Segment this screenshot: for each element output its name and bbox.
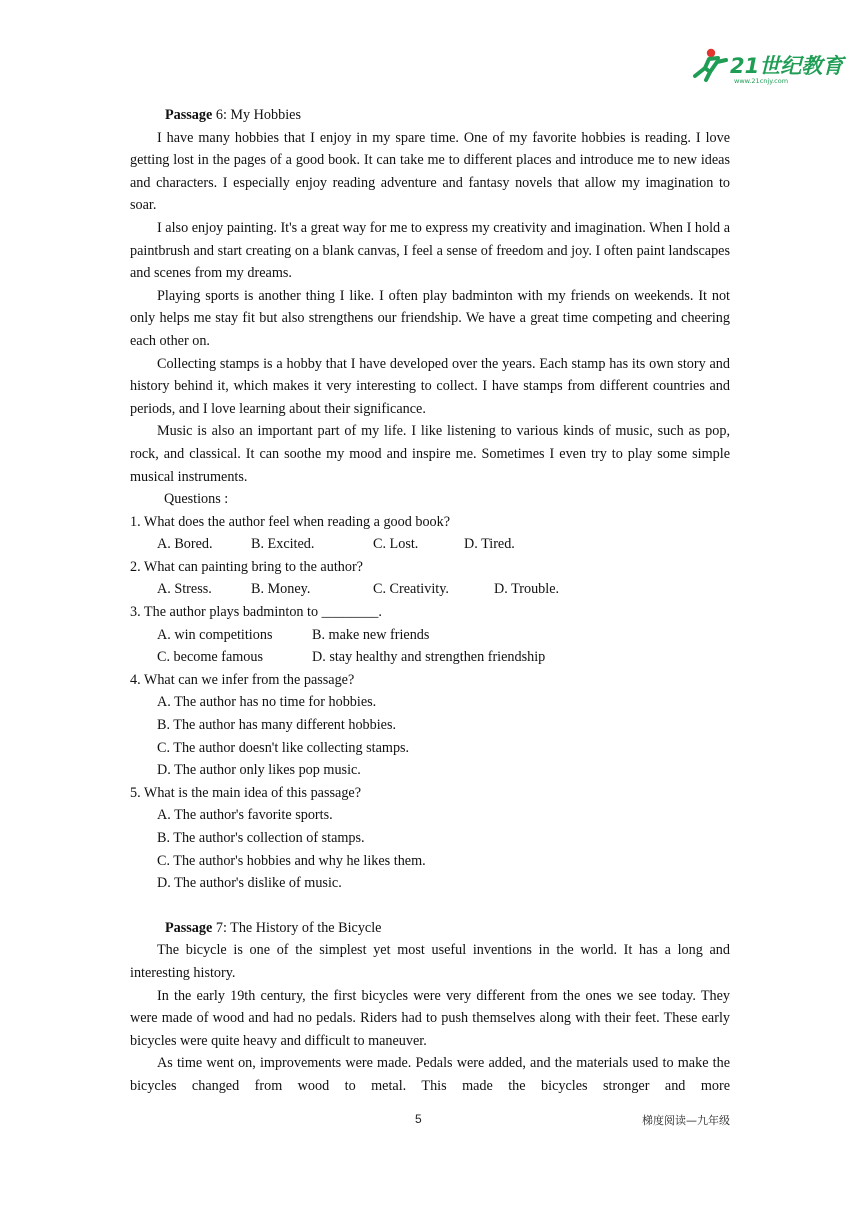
- option: C. Lost.: [373, 536, 419, 553]
- paragraph: Playing sports is another thing I like. I often play badminton with my friends on weekends. It not only helps me stay fit but also strengthens our friendship. We have a great time competing and cheering each other on.: [130, 287, 730, 349]
- option: A. The author has no time for hobbies.: [157, 694, 377, 711]
- paragraph: In the early 19th century, the first bicycles were very different from the ones we see today. They were made of wood and had no pedals. Riders had to push themselves along with their feet. These early bicycles were quite heavy and difficult to maneuver.: [130, 987, 730, 1049]
- section-spacer: [130, 895, 730, 917]
- option: D. The author only likes pop music.: [157, 762, 361, 779]
- option: D. The author's dislike of music.: [157, 875, 342, 892]
- option: A. Bored.: [157, 536, 213, 553]
- option: A. Stress.: [157, 581, 212, 598]
- paragraph: As time went on, improvements were made. Pedals were added, and the materials used to make the bicycles changed from wood to metal. This made the bicycles stronger and more: [130, 1055, 730, 1094]
- option: C. Creativity.: [373, 581, 449, 598]
- question-stem: 2. What can painting bring to the author?: [130, 558, 363, 575]
- brand-logo: [690, 46, 844, 86]
- option: D. stay healthy and strengthen friendship: [312, 649, 546, 666]
- option: D. Trouble.: [494, 581, 560, 598]
- question-stem: 4. What can we infer from the passage?: [130, 671, 355, 688]
- page-content: [130, 104, 730, 1098]
- option-row: [130, 624, 730, 647]
- option: B. Money.: [251, 581, 311, 598]
- option: D. Tired.: [464, 536, 515, 553]
- runner-icon: [695, 49, 726, 80]
- paragraph: Music is also an important part of my life. I like listening to various kinds of music, such as pop, rock, and classical. It can soothe my mood and inspire me. Sometimes I even try to play some simple musical instruments.: [130, 423, 730, 485]
- svg-text:www.21cnjy.com: www.21cnjy.com: [734, 77, 789, 85]
- option-row: [130, 533, 730, 556]
- option-row: [130, 578, 730, 601]
- passage-7-title: Passage 7: The History of the Bicycle: [165, 919, 382, 936]
- paragraph: I also enjoy painting. It's a great way for me to express my creativity and imagination. When I hold a paintbrush and start creating on a blank canvas, I feel a sense of freedom and joy. I often paint landscapes and scenes from my dreams.: [130, 219, 730, 282]
- question-stem: 1. What does the author feel when reading a good book?: [130, 513, 451, 530]
- option: B. The author's collection of stamps.: [157, 830, 365, 846]
- paragraph: I have many hobbies that I enjoy in my spare time. One of my favorite hobbies is reading. I love getting lost in the pages of a good book. It can take me to different places and introduce me to new ideas and characters. I especially enjoy reading adventure and fantasy novels that allow my imagination to soar.: [130, 129, 730, 214]
- option: B. make new friends: [312, 626, 430, 643]
- paragraph: The bicycle is one of the simplest yet most useful inventions in the world. It has a long and interesting history.: [130, 942, 730, 981]
- option-row: [130, 646, 730, 669]
- option: C. The author doesn't like collecting stamps.: [157, 739, 410, 756]
- question-stem: 3. The author plays badminton to ________.: [130, 604, 382, 621]
- page-number: 5: [415, 1112, 422, 1126]
- option: C. become famous: [157, 649, 263, 666]
- passage-6-title: Passage 6: My Hobbies: [165, 107, 301, 123]
- questions-heading: Questions :: [164, 491, 229, 508]
- svg-text:21世纪教育: 21世纪教育: [730, 54, 844, 78]
- option: B. The author has many different hobbies.: [157, 717, 397, 734]
- paragraph: Collecting stamps is a hobby that I have developed over the years. Each stamp has its own story and history behind it, which makes it very interesting to collect. I have stamps from different countries and periods, and I love learning about their significance.: [130, 355, 730, 417]
- question-stem: 5. What is the main idea of this passage?: [130, 784, 362, 801]
- option: C. The author's hobbies and why he likes them.: [157, 852, 426, 869]
- series-label: 梯度阅读—九年级: [642, 1114, 730, 1127]
- option: A. The author's favorite sports.: [157, 807, 333, 824]
- option: A. win competitions: [157, 626, 273, 643]
- option: B. Excited.: [251, 536, 315, 553]
